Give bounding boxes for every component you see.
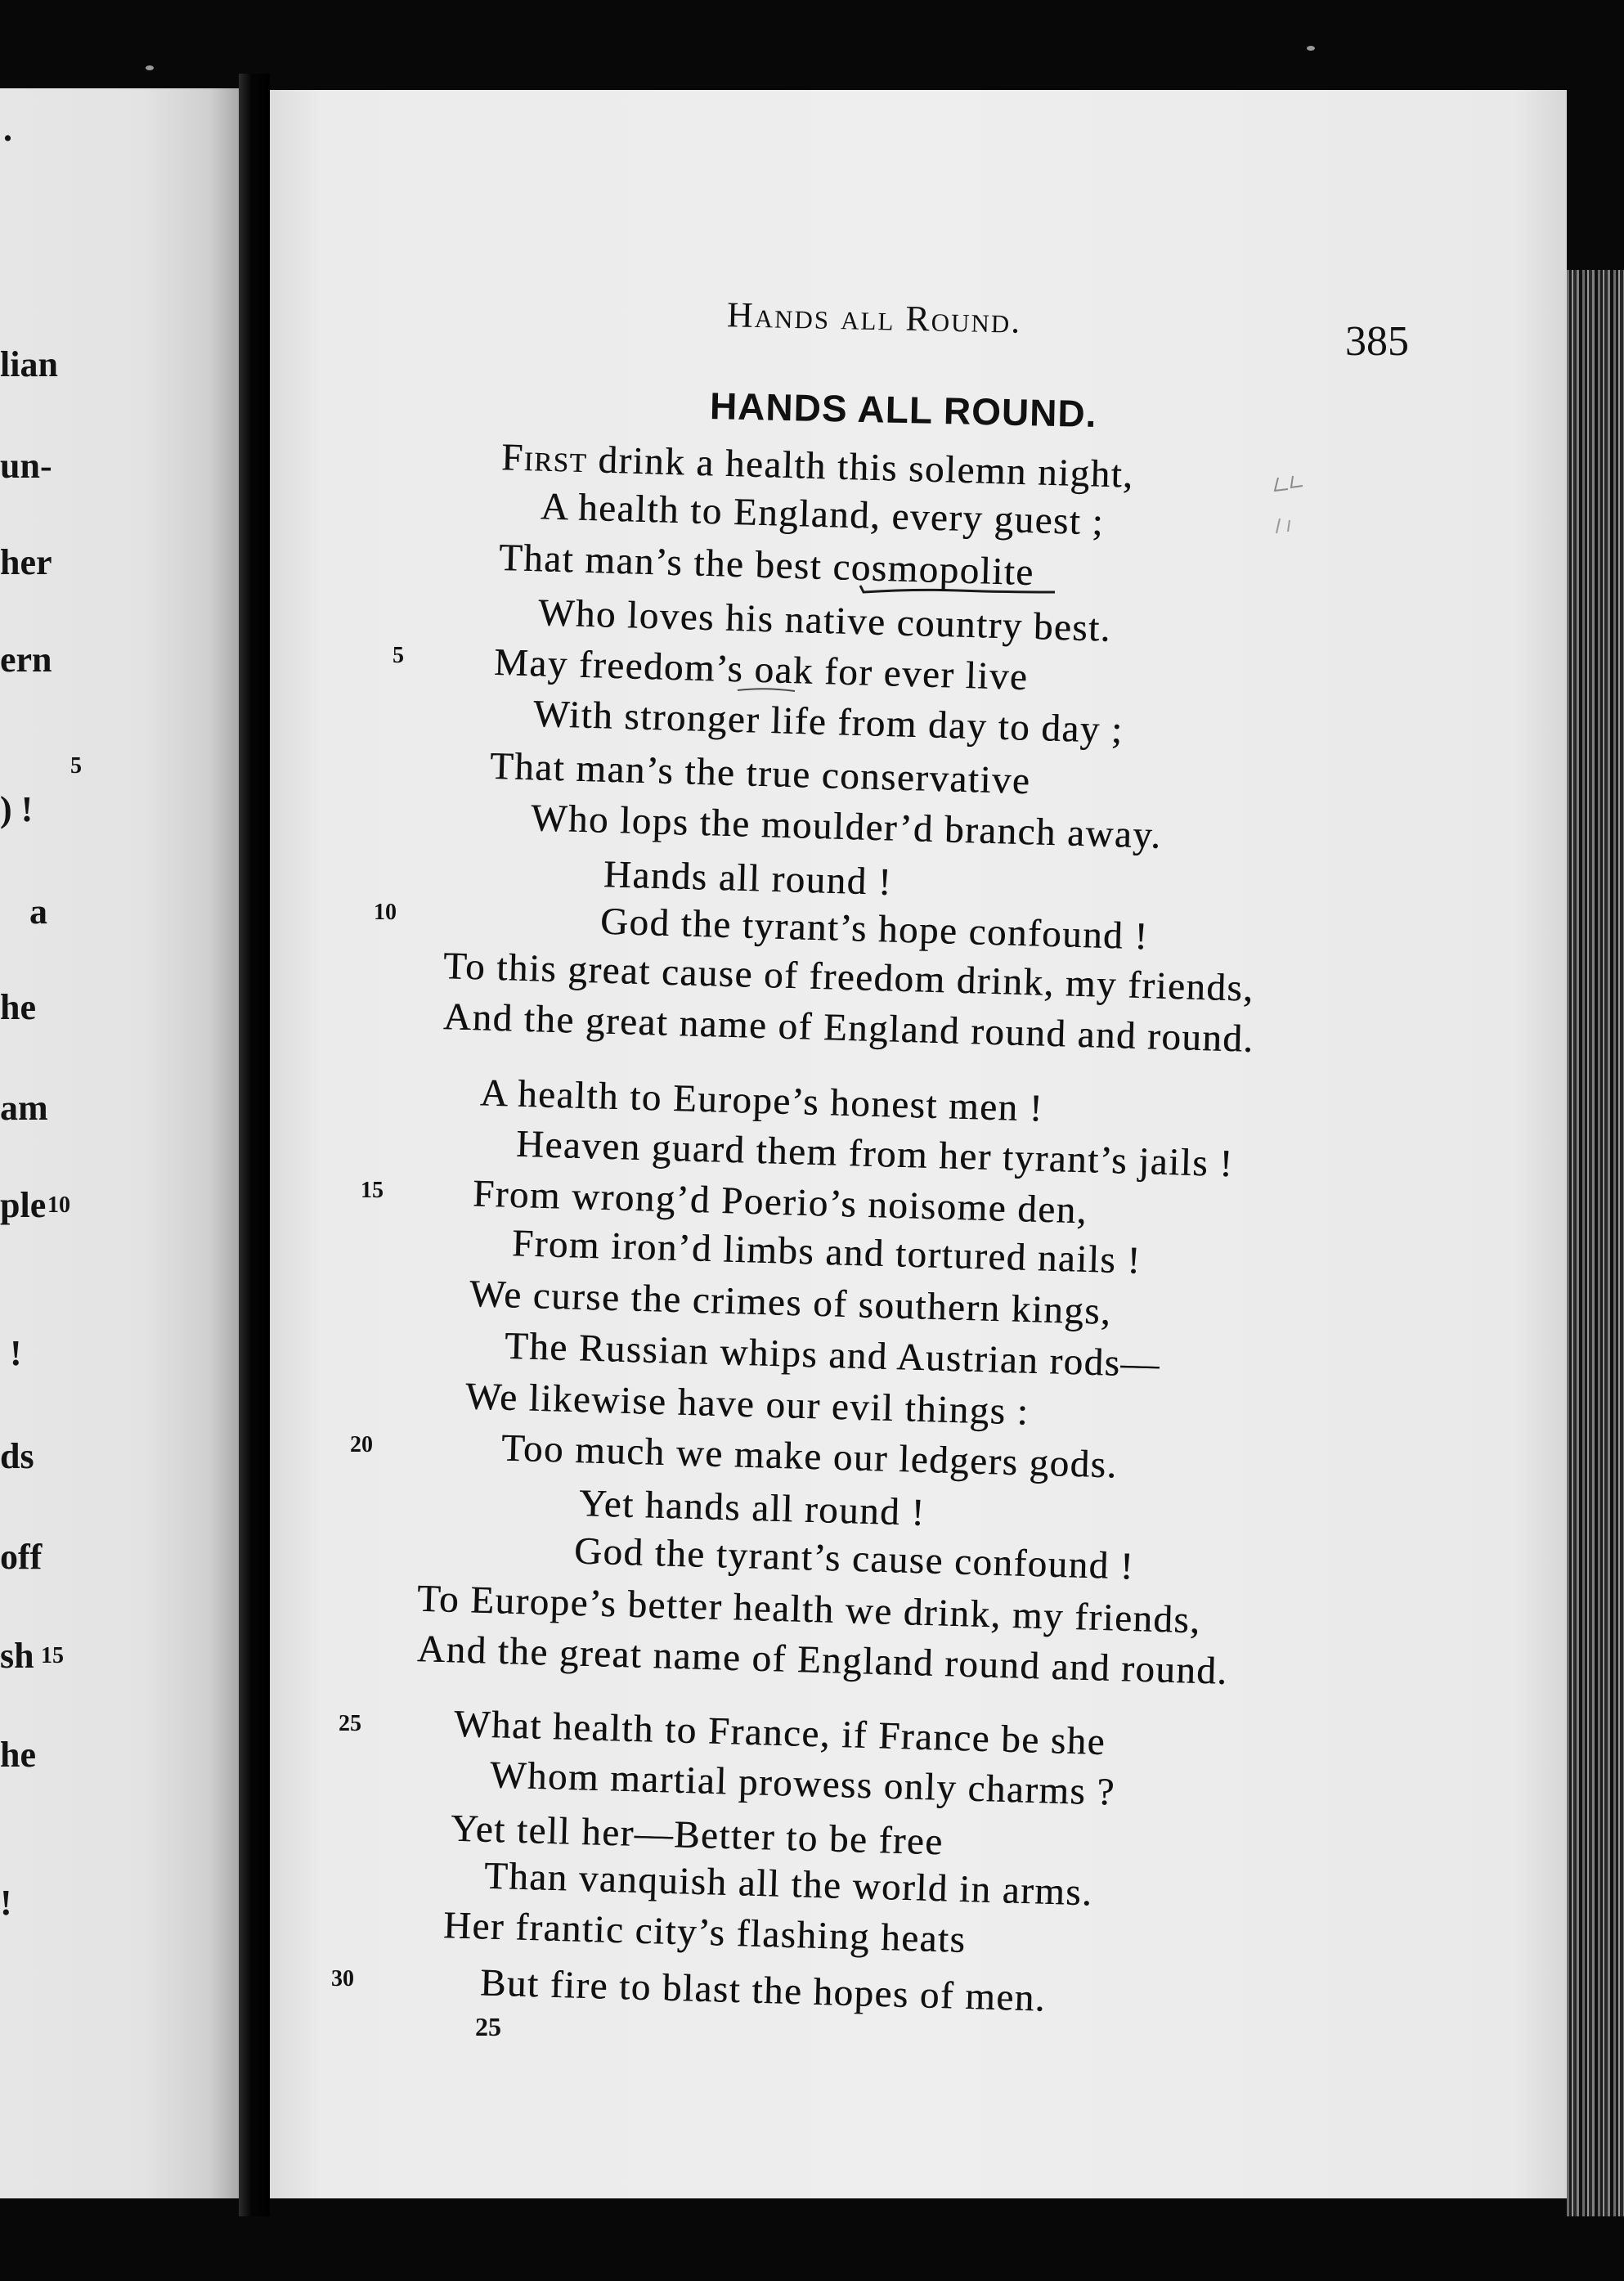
left-page-fragment: lian bbox=[0, 344, 58, 384]
running-head: Hands all Round. bbox=[726, 294, 1022, 341]
poem-line: Heaven guard them from her tyrant’s jails ! bbox=[515, 1122, 1235, 1186]
poem-line: Too much we make our ledgers gods. bbox=[500, 1426, 1119, 1487]
poem-line: A health to Europe’s honest men ! bbox=[479, 1071, 1044, 1130]
pencil-mark bbox=[1272, 469, 1308, 540]
poem-line-text: drink a health this solemn night, bbox=[597, 438, 1135, 496]
poem-line: That man’s the best cosmopolite bbox=[498, 536, 1035, 595]
poem-line: What health to France, if France be she bbox=[453, 1702, 1106, 1764]
left-page-line-number: 15 bbox=[41, 1643, 64, 1668]
poem-line: From wrong’d Poerio’s noisome den, bbox=[472, 1172, 1088, 1233]
poem-line: Who lops the moulder’d branch away. bbox=[530, 797, 1163, 857]
line-number: 5 bbox=[393, 643, 404, 668]
poem-line: A health to England, every guest ; bbox=[540, 485, 1105, 544]
poem-line: Yet tell her—Better to be free bbox=[450, 1807, 944, 1864]
poem-refrain-line: God the tyrant’s hope confound ! bbox=[599, 900, 1150, 959]
left-page-fragment: . bbox=[3, 109, 12, 149]
left-page-fragment: ) ! bbox=[0, 789, 34, 829]
left-page-fragment: he bbox=[0, 1735, 36, 1775]
poem-line: Than vanquish all the world in arms. bbox=[483, 1854, 1094, 1915]
left-page-fragment: un- bbox=[0, 446, 52, 486]
left-page-fragment: ! bbox=[10, 1333, 22, 1373]
scan-speck bbox=[1307, 46, 1315, 51]
line-number: 15 bbox=[361, 1178, 384, 1203]
left-page bbox=[0, 88, 239, 2198]
poem-refrain-line: Yet hands all round ! bbox=[578, 1482, 926, 1534]
left-page-fragment: ple bbox=[0, 1185, 47, 1225]
poem-refrain-line: God the tyrant’s cause confound ! bbox=[573, 1529, 1135, 1588]
poem-line: That man’s the true conservative bbox=[489, 744, 1031, 803]
poem-line: Whom martial prowess only charms ? bbox=[489, 1753, 1116, 1814]
poem-line: May freedom’s oak for ever live bbox=[493, 640, 1029, 699]
poem-line: We likewise have our evil things : bbox=[464, 1375, 1030, 1434]
left-page-fragment: off bbox=[0, 1537, 43, 1577]
left-page-fragment: am bbox=[0, 1088, 48, 1128]
poem-line: Who loves his native country best. bbox=[537, 591, 1112, 650]
poem-line: The Russian whips and Austrian rods— bbox=[504, 1324, 1161, 1386]
line-number: 10 bbox=[374, 900, 397, 925]
left-page-fragment: ds bbox=[0, 1436, 34, 1476]
left-page-line-number: 10 bbox=[47, 1192, 70, 1218]
page-edges bbox=[1567, 270, 1624, 2216]
poem-line: And the great name of England round and round. bbox=[416, 1628, 1229, 1693]
signature-mark: 25 bbox=[475, 2012, 501, 2041]
poem-line: Her frantic city’s flashing heats bbox=[442, 1904, 967, 1961]
page-number: 385 bbox=[1345, 318, 1409, 365]
poem-refrain-line: Hands all round ! bbox=[603, 853, 893, 904]
poem-line: To this great cause of freedom drink, my friends, bbox=[442, 945, 1255, 1010]
left-page-fragment: ern bbox=[0, 640, 52, 680]
poem-line: We curse the crimes of southern kings, bbox=[469, 1273, 1113, 1333]
left-page-line-number: 5 bbox=[70, 753, 82, 779]
book-spine-gutter bbox=[239, 74, 270, 2216]
poem-line: From iron’d limbs and tortured nails ! bbox=[511, 1222, 1142, 1282]
left-page-fragment: a bbox=[29, 891, 47, 932]
poem-title: HANDS ALL ROUND. bbox=[709, 384, 1097, 435]
poem-line: To Europe’s better health we drink, my friends, bbox=[416, 1577, 1202, 1642]
scan-speck bbox=[146, 65, 154, 70]
poem-line: And the great name of England round and round. bbox=[442, 995, 1255, 1061]
left-page-fragment: ! bbox=[0, 1883, 12, 1923]
poem-line: But fire to blast the hopes of men. bbox=[479, 1961, 1047, 2020]
line-number: 20 bbox=[350, 1432, 373, 1457]
line-number: 30 bbox=[331, 1966, 354, 1991]
left-page-fragment: he bbox=[0, 987, 36, 1027]
poem-first-word: First bbox=[500, 436, 588, 482]
left-page-fragment: sh bbox=[0, 1636, 34, 1676]
poem-line: With stronger life from day to day ; bbox=[532, 692, 1124, 752]
left-page-fragment: her bbox=[0, 542, 52, 582]
line-number: 25 bbox=[339, 1711, 361, 1736]
